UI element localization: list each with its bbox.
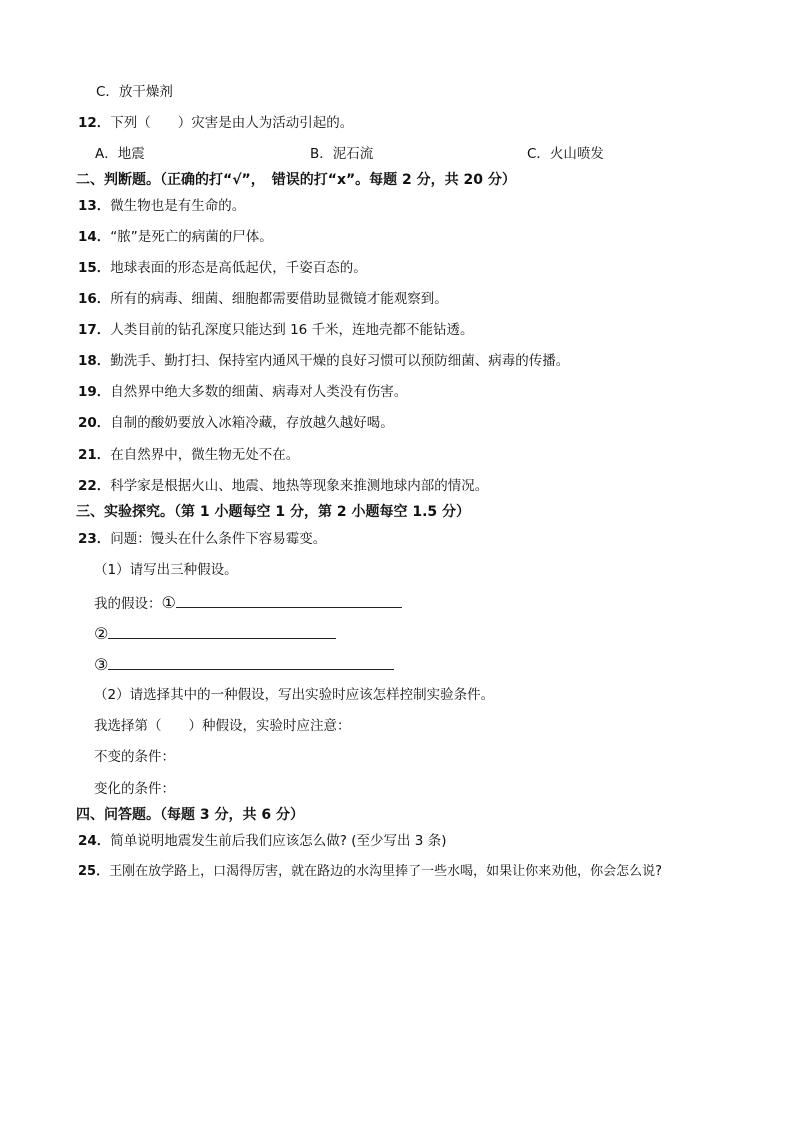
q12-option-c: C．火山喷发 (527, 146, 604, 162)
question-21 (78, 446, 299, 464)
question-15 (78, 259, 367, 277)
question-text: 问题：馒头在什么条件下容易霉变。 (110, 531, 327, 547)
section-2-heading: 二、判断题。（正确的打“√”， 错误的打“x”。每题 2 分，共 20 分） (76, 172, 516, 188)
question-text: 简单说明地震发生前后我们应该怎么做? (至少写出 3 条) (110, 833, 447, 849)
question-22 (78, 477, 488, 495)
q23-part-2: （2）请选择其中的一种假设，写出实验时应该怎样控制实验条件。 (94, 687, 495, 703)
constant-conditions: 不变的条件： (94, 749, 175, 765)
choose-hypothesis: 我选择第（ ）种假设，实验时应注意： (94, 718, 351, 734)
question-12 (78, 114, 353, 132)
circled-number-3: ③ (94, 655, 109, 674)
circled-number-2: ② (94, 624, 109, 643)
section-3-heading: 三、实验探究。（第 1 小题每空 1 分，第 2 小题每空 1.5 分） (76, 504, 471, 520)
hypothesis-1-blank[interactable] (176, 593, 402, 608)
question-text: 自然界中绝大多数的细菌、病毒对人类没有伤害。 (110, 384, 408, 400)
question-20 (78, 414, 394, 432)
hypothesis-3-row (94, 655, 394, 675)
question-number: 25． (78, 864, 110, 879)
question-24 (78, 832, 446, 850)
question-number: 14． (78, 229, 111, 245)
question-number: 15． (78, 260, 111, 276)
question-13 (78, 197, 245, 215)
question-number: 18． (78, 353, 111, 369)
q11-option-c: C．放干燥剂 (96, 84, 173, 100)
question-19 (78, 383, 407, 401)
question-number: 20． (78, 415, 111, 431)
question-number: 13． (78, 198, 111, 214)
question-number: 21． (78, 447, 111, 463)
question-number: 23． (78, 531, 111, 547)
question-number: 12． (78, 115, 111, 131)
question-text: 勤洗手、勤打扫、保持室内通风干燥的良好习惯可以预防细菌、病毒的传播。 (110, 353, 570, 369)
question-23 (78, 530, 326, 548)
question-text: “脓”是死亡的病菌的尸体。 (110, 229, 273, 245)
hypothesis-2-blank[interactable] (108, 624, 336, 639)
question-text: 科学家是根据火山、地震、地热等现象来推测地球内部的情况。 (110, 478, 489, 494)
question-number: 24． (78, 833, 111, 849)
circled-number-1: ① (161, 593, 176, 612)
question-17 (78, 321, 474, 339)
q12-option-b: B．泥石流 (310, 146, 374, 162)
variable-conditions: 变化的条件： (94, 781, 175, 797)
question-25 (78, 863, 662, 881)
question-text: 微生物也是有生命的。 (110, 198, 246, 214)
question-number: 22． (78, 478, 111, 494)
hypothesis-3-blank[interactable] (108, 655, 394, 670)
question-text: 地球表面的形态是高低起伏，千姿百态的。 (110, 260, 367, 276)
hypothesis-1-row (94, 593, 402, 613)
hypothesis-2-row (94, 624, 336, 644)
question-number: 17． (78, 322, 111, 338)
question-text: 所有的病毒、细菌、细胞都需要借助显微镜才能观察到。 (110, 291, 448, 307)
question-text: 人类目前的钻孔深度只能达到 16 千米，连地壳都不能钻透。 (110, 322, 474, 338)
question-text: 在自然界中，微生物无处不在。 (110, 447, 300, 463)
question-18 (78, 352, 569, 370)
question-16 (78, 290, 448, 308)
question-number: 19． (78, 384, 111, 400)
question-text: 王刚在放学路上，口渴得厉害，就在路边的水沟里捧了一些水喝，如果让你来劝他，你会怎么说? (109, 864, 662, 879)
q23-part-1: （1）请写出三种假设。 (94, 562, 238, 578)
q12-option-a: A．地震 (95, 146, 145, 162)
section-4-heading: 四、问答题。（每题 3 分，共 6 分） (76, 807, 304, 823)
question-number: 16． (78, 291, 111, 307)
question-text: 自制的酸奶要放入冰箱冷藏，存放越久越好喝。 (110, 415, 394, 431)
question-14 (78, 228, 273, 246)
question-text: 下列（ ）灾害是由人为活动引起的。 (110, 115, 354, 131)
hypothesis-label: 我的假设： (94, 596, 162, 612)
